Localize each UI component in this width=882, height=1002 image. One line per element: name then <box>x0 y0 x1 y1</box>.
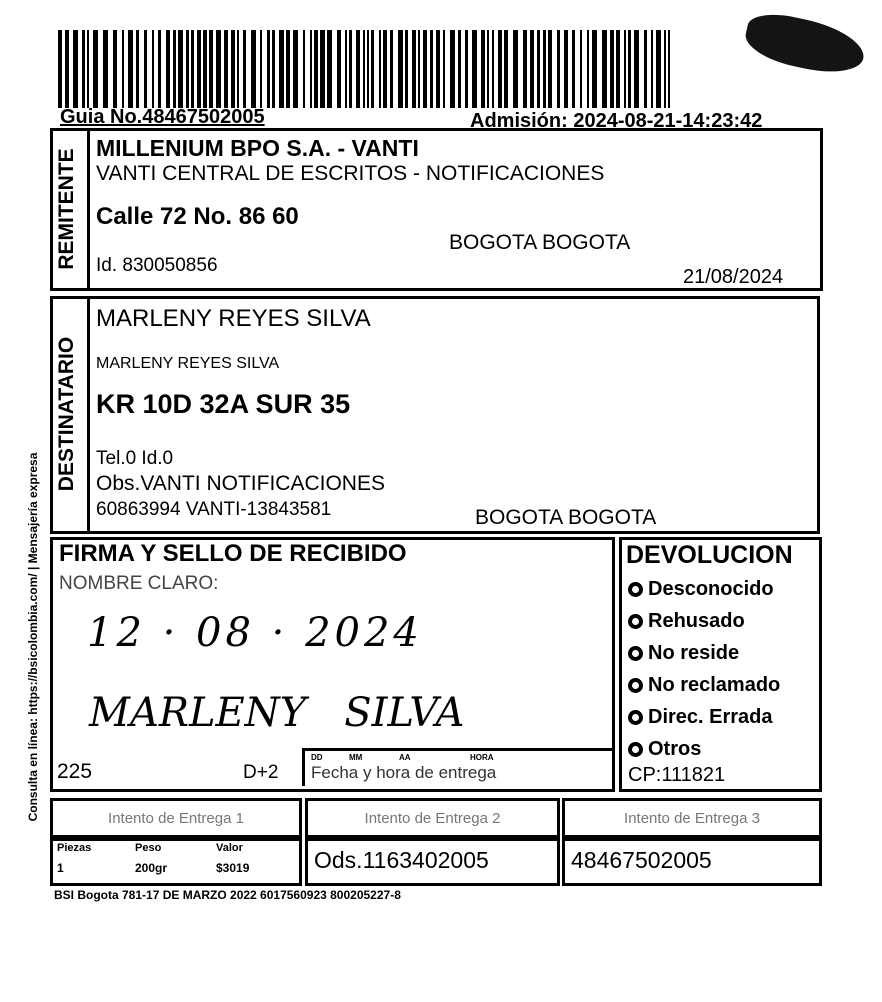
barcode-bar <box>472 30 477 108</box>
firma-title: FIRMA Y SELLO DE RECIBIDO <box>59 540 407 567</box>
barcode-bar <box>128 30 133 108</box>
fecha-label: Fecha y hora de entrega <box>311 763 497 782</box>
guia-number-box <box>562 838 822 886</box>
option-otros[interactable] <box>628 733 780 765</box>
barcode-bar <box>293 30 298 108</box>
destinatario-name-small: MARLENY REYES SILVA <box>96 355 280 372</box>
intento-3-label: Intento de Entrega 3 <box>624 810 760 827</box>
devolucion-title: DEVOLUCION <box>626 541 793 569</box>
destinatario-label: DESTINATARIO <box>55 336 78 492</box>
value-piezas: 1 <box>57 861 64 875</box>
radio-circle-icon <box>628 614 643 629</box>
header-peso: Peso <box>135 842 162 854</box>
intento-1-box[interactable] <box>50 798 302 838</box>
ink-smudge <box>741 8 868 80</box>
destinatario-city: BOGOTA BOGOTA <box>475 506 657 529</box>
barcode-bar <box>203 30 207 108</box>
barcode-bar <box>345 30 347 108</box>
fecha-aa: AA <box>399 753 411 762</box>
intento-2-label: Intento de Entrega 2 <box>364 810 501 827</box>
barcode-bar <box>216 30 221 108</box>
handwritten-date: 12 · 08 · 2024 <box>87 610 423 656</box>
barcode-bar <box>610 30 614 108</box>
barcode-bar <box>73 30 78 108</box>
barcode-bar <box>367 30 369 108</box>
barcode-bar <box>337 30 341 108</box>
header-valor: Valor <box>216 842 243 854</box>
barcode-bar <box>65 30 69 108</box>
devolucion-section <box>619 537 822 792</box>
devolucion-options <box>628 573 780 765</box>
barcode-bar <box>356 30 360 108</box>
barcode-bar <box>644 30 647 108</box>
barcode-bar <box>158 30 161 108</box>
barcode-bar <box>310 30 312 108</box>
barcode-bar <box>398 30 403 108</box>
detalle-box <box>50 838 302 886</box>
destinatario-obs: Obs.VANTI NOTIFICACIONES <box>96 472 385 495</box>
destinatario-tel: Tel.0 Id.0 <box>96 448 174 469</box>
radio-circle-icon <box>628 582 643 597</box>
remitente-city: BOGOTA BOGOTA <box>449 231 631 254</box>
intento-3-box[interactable] <box>562 798 822 838</box>
admision-timestamp: Admisión: 2024-08-21-14:23:42 <box>470 110 763 132</box>
barcode-bar <box>405 30 408 108</box>
barcode-bar <box>243 30 246 108</box>
barcode-bar <box>430 30 433 108</box>
barcode-bar <box>523 30 527 108</box>
barcode-bar <box>260 30 262 108</box>
option-rehusado[interactable] <box>628 605 780 637</box>
value-valor: $3019 <box>216 861 250 875</box>
barcode-bar <box>320 30 325 108</box>
barcode-bar <box>251 30 256 108</box>
remitente-department: VANTI CENTRAL DE ESCRITOS - NOTIFICACIONES <box>96 162 605 185</box>
barcode-bar <box>173 30 176 108</box>
barcode-bar <box>390 30 393 108</box>
barcode-bar <box>465 30 468 108</box>
barcode-bar <box>602 30 607 108</box>
remitente-address: Calle 72 No. 86 60 <box>96 203 299 230</box>
codigo-postal: CP:111821 <box>628 764 726 786</box>
barcode-bar <box>136 30 139 108</box>
barcode-bar <box>412 30 416 108</box>
barcode-bar <box>492 30 494 108</box>
barcode-bar <box>450 30 455 108</box>
side-consulta-text: Consulta en línea: https://bsicolombia.com/ | Mensajería expresa <box>26 452 40 822</box>
barcode-bar <box>656 30 661 108</box>
footer-text: BSI Bogota 781-17 DE MARZO 2022 6017560923 800205227-8 <box>54 888 401 902</box>
barcode-bar <box>272 30 275 108</box>
barcode-bar <box>557 30 560 108</box>
barcode-bar <box>548 30 552 108</box>
intento-1-label: Intento de Entrega 1 <box>108 810 244 827</box>
barcode-bar <box>122 30 124 108</box>
barcode-bar <box>383 30 387 108</box>
barcode-bar <box>537 30 540 108</box>
barcode-bar <box>651 30 653 108</box>
radio-circle-icon <box>628 646 643 661</box>
fecha-entrega-box[interactable] <box>302 748 614 786</box>
option-label: Direc. Errada <box>648 705 773 728</box>
barcode-bar <box>616 30 620 108</box>
option-label: Desconocido <box>648 577 774 600</box>
barcode-bar <box>286 30 290 108</box>
barcode-bar <box>267 30 270 108</box>
barcode-bar <box>303 30 305 108</box>
option-desconocido[interactable] <box>628 573 780 605</box>
fecha-dd: DD <box>311 753 323 762</box>
barcode <box>58 30 670 108</box>
barcode-bar <box>327 30 332 108</box>
barcode-bar <box>371 30 374 108</box>
barcode-bar <box>572 30 575 108</box>
barcode-bar <box>587 30 589 108</box>
barcode-bar <box>543 30 546 108</box>
guia-number-large: 48467502005 <box>571 847 712 873</box>
barcode-bar <box>580 30 582 108</box>
option-no-reside[interactable] <box>628 637 780 669</box>
radio-circle-icon <box>628 710 643 725</box>
barcode-bar <box>664 30 666 108</box>
barcode-bar <box>152 30 154 108</box>
fecha-hora: HORA <box>470 753 494 762</box>
ods-box <box>305 838 560 886</box>
radio-circle-icon <box>628 678 643 693</box>
barcode-bar <box>379 30 381 108</box>
remitente-section <box>50 128 823 291</box>
barcode-bar <box>513 30 518 108</box>
barcode-bar <box>423 30 427 108</box>
ods-number: Ods.1163402005 <box>314 847 489 873</box>
fecha-mm: MM <box>349 753 363 762</box>
barcode-bar <box>87 30 89 108</box>
destinatario-name: MARLENY REYES SILVA <box>96 305 371 332</box>
barcode-bar <box>224 30 228 108</box>
barcode-bar <box>82 30 85 108</box>
barcode-bar <box>624 30 626 108</box>
destinatario-divider <box>87 299 90 531</box>
barcode-bar <box>363 30 365 108</box>
barcode-bar <box>668 30 670 108</box>
route-code: 225 <box>57 760 93 783</box>
service-type: D+2 <box>243 762 279 783</box>
barcode-bar <box>113 30 117 108</box>
barcode-bar <box>634 30 639 108</box>
barcode-bar <box>178 30 183 108</box>
barcode-bar <box>418 30 420 108</box>
nombre-claro-label: NOMBRE CLARO: <box>59 573 219 594</box>
remitente-divider <box>87 131 90 288</box>
barcode-bar <box>186 30 189 108</box>
barcode-bar <box>504 30 508 108</box>
barcode-bar <box>481 30 485 108</box>
option-label: No reclamado <box>648 673 781 696</box>
remitente-date: 21/08/2024 <box>683 266 784 288</box>
destinatario-address: KR 10D 32A SUR 35 <box>96 389 351 419</box>
remitente-id: Id. 830050856 <box>96 255 218 276</box>
barcode-bar <box>628 30 631 108</box>
destinatario-section <box>50 296 820 534</box>
barcode-bar <box>443 30 445 108</box>
barcode-bar <box>209 30 213 108</box>
barcode-bar <box>93 30 98 108</box>
barcode-bar <box>231 30 235 108</box>
barcode-bar <box>436 30 440 108</box>
value-peso: 200gr <box>135 861 168 875</box>
option-direc-errada[interactable] <box>628 701 780 733</box>
remitente-company: MILLENIUM BPO S.A. - VANTI <box>96 135 419 161</box>
barcode-bar <box>191 30 194 108</box>
barcode-bar <box>592 30 597 108</box>
option-no-reclamado[interactable] <box>628 669 780 701</box>
barcode-bar <box>349 30 352 108</box>
barcode-bar <box>103 30 108 108</box>
barcode-bar <box>498 30 502 108</box>
option-label: No reside <box>648 641 740 664</box>
barcode-bar <box>237 30 239 108</box>
barcode-bar <box>279 30 284 108</box>
barcode-bar <box>564 30 568 108</box>
intento-2-box[interactable] <box>305 798 560 838</box>
barcode-bar <box>166 30 170 108</box>
header-piezas: Piezas <box>57 842 92 854</box>
barcode-bar <box>530 30 534 108</box>
barcode-bar <box>197 30 201 108</box>
barcode-bar <box>458 30 461 108</box>
option-label: Otros <box>648 737 702 760</box>
handwritten-name: MARLENY SILVA <box>89 690 465 736</box>
barcode-bar <box>144 30 147 108</box>
radio-circle-icon <box>628 742 643 757</box>
remitente-label: REMITENTE <box>55 148 78 270</box>
option-label: Rehusado <box>648 609 745 632</box>
barcode-bar <box>487 30 489 108</box>
barcode-bar <box>314 30 318 108</box>
barcode-bar <box>58 30 62 108</box>
guia-number: Guia No.48467502005 <box>60 106 265 128</box>
destinatario-ref: 60863994 VANTI-13843581 <box>96 499 332 520</box>
firma-section <box>50 537 615 792</box>
